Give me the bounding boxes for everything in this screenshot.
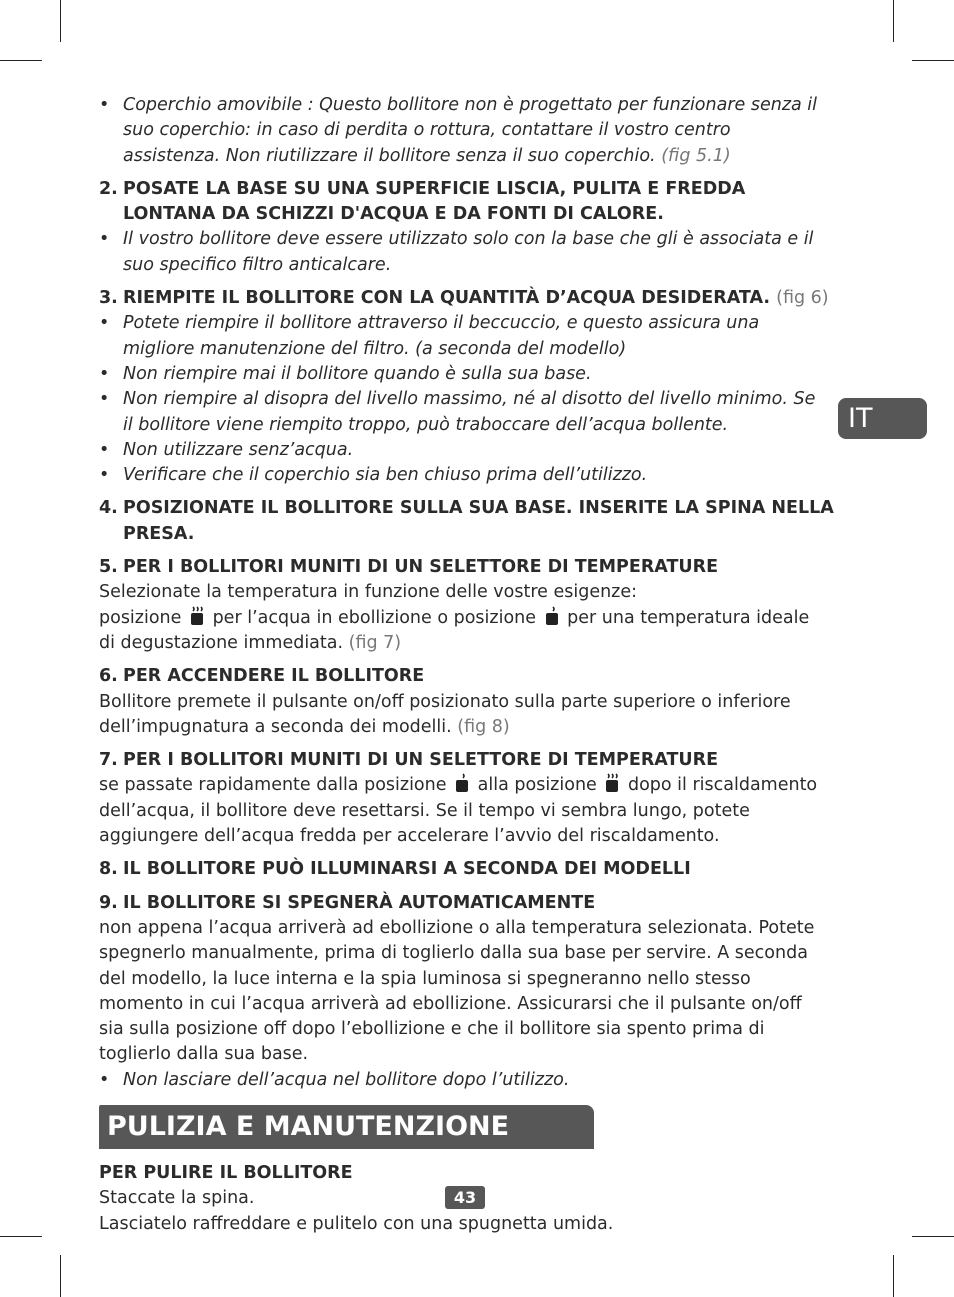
page-content xyxy=(99,93,834,1237)
list-item: • Potete riempire il bollitore attraverso il beccuccio, e questo assicura una migliore manutenzione del filtro. (a seconda del modello) xyxy=(99,311,829,362)
crop-mark xyxy=(893,1255,894,1297)
step-7-body: se passate rapidamente dalla posizione alla posizione dopo il riscaldamento dell’acqua, il bollitore deve resettarsi. Se il tempo vi sembra lungo, potete aggiungere dell’acqua fredda per accelerare l’avvio del riscaldamento. xyxy=(99,775,818,847)
page-number: 43 xyxy=(445,1186,485,1209)
cleaning-subhead: PER PULIRE IL BOLLITORE xyxy=(99,1162,353,1183)
list-item: • Non riempire al disopra del livello massimo, né al disotto del livello minimo. Se il bollitore viene riempito troppo, può traboccare dell’acqua bollente. xyxy=(99,387,829,438)
kettle-steam-icon xyxy=(189,606,205,626)
crop-mark xyxy=(0,1236,42,1237)
cleaning-line: Lasciatelo raffreddare e pulitelo con una spugnetta umida. xyxy=(99,1213,614,1234)
language-tab: IT xyxy=(838,398,927,439)
figure-ref: (fig 7) xyxy=(348,632,402,653)
step-8-title: 8. IL BOLLITORE PUÒ ILLUMINARSI A SECONDA DEI MODELLI xyxy=(99,859,691,880)
step-5-body: Selezionate la temperatura in funzione delle vostre esigenze: posizione per l’acqua in ebollizione o posizione per una temperatura ideale di degustazione immediata. (fig 7) xyxy=(99,582,810,653)
crop-mark xyxy=(912,1236,954,1237)
cleaning-line: Staccate la spina. xyxy=(99,1188,255,1209)
step-4-title: 4. POSIZIONATE IL BOLLITORE SULLA SUA BASE. INSERITE LA SPINA NELLA PRESA. xyxy=(99,498,834,544)
step-7-title: 7. PER I BOLLITORI MUNITI DI UN SELETTORE DI TEMPERATURE xyxy=(99,750,719,771)
step-6-title: 6. PER ACCENDERE IL BOLLITORE xyxy=(99,666,425,687)
crop-mark xyxy=(0,60,42,61)
kettle-steam-icon xyxy=(604,773,620,793)
figure-ref: (fig 5.1) xyxy=(661,145,731,166)
step-6-body: Bollitore premete il pulsante on/off posizionato sulla parte superiore o inferiore dell’impugnatura a seconda dei modelli. (fig 8) xyxy=(99,691,791,737)
step-9-body: non appena l’acqua arriverà ad ebollizione o alla temperatura selezionata. Potete spegnerlo manualmente, prima di toglierlo dalla sua base per servire. A seconda del modello, la luce interna e la spia luminosa si spegneranno nello stesso momento in cui l’acqua arriverà ad ebollizione. Assicurarsi che il pulsante on/off sia sulla posizione off dopo l’ebollizione e che il bollitore sia spento prima di toglierlo dalla sua base. xyxy=(99,917,815,1065)
figure-ref: (fig 6) xyxy=(776,288,829,309)
step-9-title: 9. IL BOLLITORE SI SPEGNERÀ AUTOMATICAMENTE xyxy=(99,892,596,913)
step-2-title: 2. POSATE LA BASE SU UNA SUPERFICIE LISCIA, PULITA E FREDDA LONTANA DA SCHIZZI D'ACQUA E DA FONTI DI CALORE. xyxy=(99,178,746,225)
list-item: • Coperchio amovibile : Questo bollitore non è progettato per funzionare senza il suo coperchio: in caso di perdita o rottura, contattare il vostro centro assistenza. Non riutilizzare il bollitore senza il suo coperchio. (fig 5.1) xyxy=(99,93,829,169)
kettle-icon xyxy=(454,773,470,793)
list-item: • Il vostro bollitore deve essere utilizzato solo con la base che gli è associata e il suo specifico filtro anticalcare. xyxy=(99,227,829,278)
kettle-icon xyxy=(544,606,560,626)
figure-ref: (fig 8) xyxy=(457,716,510,737)
crop-mark xyxy=(60,1255,61,1297)
step-5-title: 5. PER I BOLLITORI MUNITI DI UN SELETTORE DI TEMPERATURE xyxy=(99,557,719,578)
crop-mark xyxy=(912,60,954,61)
list-item: • Non lasciare dell’acqua nel bollitore dopo l’utilizzo. xyxy=(99,1068,829,1093)
crop-mark xyxy=(893,0,894,42)
step-3-title: 3. RIEMPITE IL BOLLITORE CON LA QUANTITÀ D’ACQUA DESIDERATA. (fig 6) xyxy=(99,288,829,309)
list-item: • Verificare che il coperchio sia ben chiuso prima dell’utilizzo. xyxy=(99,463,829,488)
crop-mark xyxy=(60,0,61,42)
list-item: • Non riempire mai il bollitore quando è sulla sua base. xyxy=(99,362,829,387)
list-item: • Non utilizzare senz’acqua. xyxy=(99,438,829,463)
section-heading: PULIZIA E MANUTENZIONE xyxy=(99,1105,594,1149)
